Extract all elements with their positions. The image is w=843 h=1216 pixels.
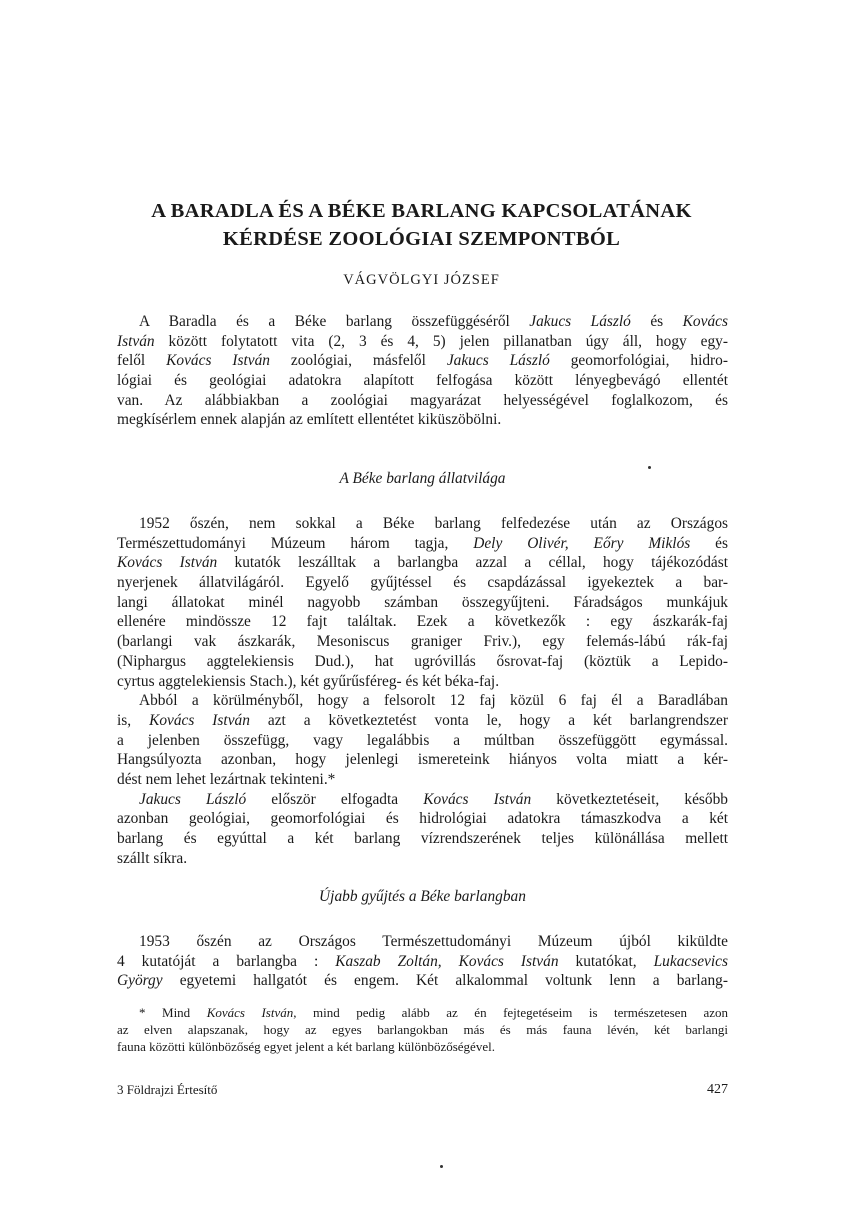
text-line — [117, 593, 728, 613]
italic-name: Jakucs László — [529, 313, 631, 330]
fauna-paragraph-2 — [117, 691, 728, 789]
text-line — [117, 1021, 728, 1038]
article-title — [60, 197, 783, 253]
text-run: Hangsúlyozta azonban, hogy jelenlegi ismereteink hiányos volta miatt a kér- — [117, 751, 728, 769]
text-run: * Mind — [139, 1005, 207, 1020]
text-run: is, — [117, 711, 150, 729]
title-line-2: KÉRDÉSE ZOOLÓGIAI SZEMPONTBÓL — [222, 228, 621, 250]
text-run: , mind pedig alább az én fejtegetéseim is természetesen azon — [293, 1005, 728, 1020]
text-run: először elfogadta — [246, 790, 424, 808]
text-run: felől — [117, 352, 167, 370]
italic-name: Kovács István — [149, 711, 250, 729]
text-run: között folytatott vita (2, 3 és 4, 5) jelen pillanatban úgy áll, hogy egy- — [154, 332, 728, 350]
text-run: nyerjenek állatvilágáról. Egyelő gyűjtéssel és csapdázással igyekeztek a bar- — [117, 574, 728, 592]
text-run: kutatók leszálltak a barlangba azzal a céllal, hogy tájékozódást — [217, 554, 728, 572]
text-line — [117, 391, 728, 411]
text-run: (barlangi vak ászkarák, Mesoniscus graniger Friv.), egy felemás-lábú rák-faj — [117, 633, 728, 651]
text-line — [117, 829, 728, 849]
text-run: barlang és egyúttal a két barlang vízrendszerének teljes különállása mellett — [117, 830, 728, 847]
text-run: megkísérlem ennek alapján az említett ellentétet kiküszöbölni. — [117, 411, 502, 429]
text-run: 4 kutatóját a barlangba : — [117, 952, 336, 970]
section-heading-fauna: A Béke barlang állatvilága — [339, 470, 506, 487]
text-line — [117, 553, 728, 573]
italic-name: Jakucs László — [139, 790, 247, 808]
text-run: következtetéseit, később — [531, 790, 728, 808]
text-run: A Baradla és a Béke barlang összefüggéséről — [139, 313, 530, 330]
author-name: VÁGVÖLGYI JÓZSEF — [343, 272, 500, 288]
text-line — [117, 750, 728, 770]
footnote — [117, 1004, 728, 1055]
text-run: Természettudományi Múzeum három tagja, — [117, 534, 474, 552]
text-run: a jelenben összefügg, vagy legalábbis a múltban összefüggött egymással. — [117, 731, 728, 749]
text-line — [117, 672, 728, 692]
text-run: 1952 őszén, nem sokkal a Béke barlang felfedezése után az Országos — [139, 515, 728, 532]
text-line — [117, 691, 728, 711]
text-run: szállt síkra. — [117, 849, 188, 867]
text-line — [117, 573, 728, 593]
text-run: geomorfológiai, hidro- — [549, 352, 728, 370]
section-fauna-body — [117, 514, 728, 868]
text-run: ellenére mindössze 12 fajt találtak. Ezek a következők : egy ászkarák-faj — [117, 613, 728, 631]
text-run: dést nem lehet lezártnak tekinteni.* — [117, 770, 336, 788]
text-run: van. Az alábbiakban a zoológiai magyarázat helyességével foglalkozom, és — [117, 391, 728, 409]
text-run: azt a következtetést vonta le, hogy a két barlangrendszer — [249, 711, 728, 729]
italic-name: Kovács István — [166, 352, 270, 370]
new-collection-paragraph — [117, 932, 728, 991]
italic-name: Lukacsevics — [653, 952, 728, 970]
text-line — [117, 652, 728, 672]
italic-name: István — [117, 332, 155, 350]
text-line — [117, 632, 728, 652]
text-run: egyetemi hallgatót és engem. Két alkalommal voltunk lenn a barlang- — [162, 972, 728, 990]
text-line — [117, 332, 728, 352]
title-line-1: A BARADLA ÉS A BÉKE BARLANG KAPCSOLATÁNAK — [151, 200, 692, 222]
text-run: és — [690, 534, 728, 552]
text-run: zoológiai, másfelől — [269, 352, 447, 370]
text-run: azonban geológiai, geomorfológiai és hidrológiai adatokra támaszkodva a két — [117, 810, 728, 828]
text-line — [117, 711, 728, 731]
text-line — [117, 534, 728, 554]
text-line — [117, 514, 728, 534]
section-new-collection-body — [117, 932, 728, 991]
text-run: fauna közötti különbözőség egyet jelent a két barlang különbözőségével. — [117, 1039, 495, 1054]
fauna-paragraph-3 — [117, 790, 728, 869]
fauna-paragraph-1 — [117, 514, 728, 691]
text-run: langi állatokat minél nagyobb számban összegyűjteni. Fáradságos munkájuk — [117, 593, 728, 611]
italic-name: Kaszab Zoltán, Kovács István — [335, 952, 559, 970]
italic-name: Kovács István — [117, 554, 218, 572]
text-line — [117, 312, 728, 332]
sheet-signature: 3 Földrajzi Értesítő — [117, 1082, 218, 1097]
text-line — [117, 849, 728, 869]
text-line — [117, 612, 728, 632]
italic-name: Kovács István — [423, 790, 532, 808]
text-line — [117, 1038, 728, 1055]
text-line — [117, 371, 728, 391]
section-heading-new-collection: Újabb gyűjtés a Béke barlangban — [319, 888, 526, 905]
text-line — [117, 790, 728, 810]
text-run: és — [630, 313, 683, 330]
text-line — [117, 1004, 728, 1021]
italic-name: György — [117, 972, 163, 990]
print-speck — [440, 1165, 443, 1168]
page-number: 427 — [707, 1082, 728, 1097]
text-run: Abból a körülményből, hogy a felsorolt 12 faj közül 6 faj él a Baradlában — [139, 692, 728, 710]
text-line — [117, 971, 728, 991]
italic-name: Kovács István — [206, 1005, 294, 1020]
text-run: 1953 őszén az Országos Természettudományi Múzeum újból kiküldte — [139, 933, 728, 950]
text-run: (Niphargus aggtelekiensis Dud.), hat ugróvillás ősrovat-faj (köztük a Lepido- — [117, 652, 728, 670]
italic-name: Dely Olivér, Eőry Miklós — [473, 534, 691, 552]
text-run: lógiai és geológiai adatokra alapított felfogása között lényegbevágó ellentét — [117, 372, 728, 390]
italic-name: Jakucs László — [446, 352, 550, 370]
text-line — [117, 809, 728, 829]
text-line — [117, 932, 728, 952]
text-line — [117, 351, 728, 371]
text-line — [117, 731, 728, 751]
text-run: az elven alapszanak, hogy az egyes barlangokban más és más fauna lévén, két barlangi — [117, 1022, 728, 1037]
italic-name: Kovács — [682, 313, 728, 330]
print-speck — [648, 466, 651, 469]
text-line — [117, 952, 728, 972]
text-line — [117, 770, 728, 790]
text-run: cyrtus aggtelekiensis Stach.), két gyűrűsféreg- és két béka-faj. — [117, 672, 500, 690]
text-run: kutatókat, — [558, 952, 654, 970]
intro-paragraph — [117, 312, 728, 430]
text-line — [117, 410, 728, 430]
